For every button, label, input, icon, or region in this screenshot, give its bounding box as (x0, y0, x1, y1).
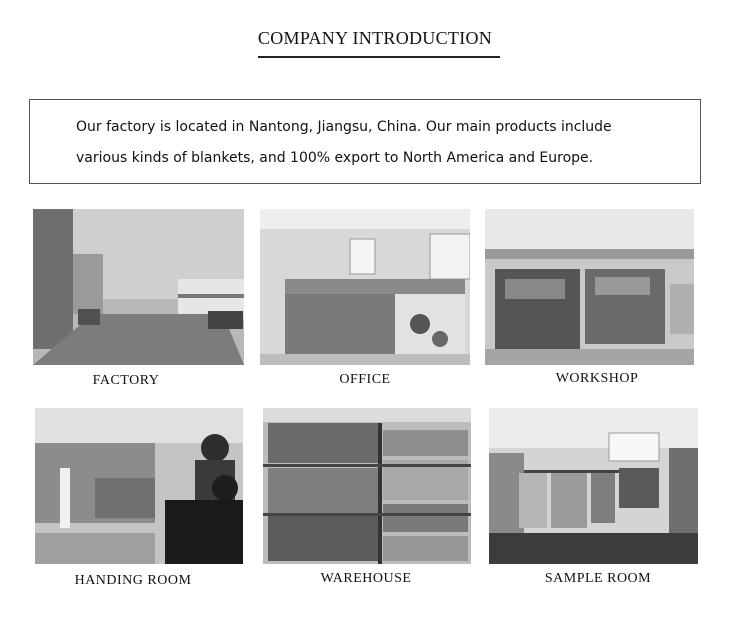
office-photo (260, 209, 470, 365)
caption-sample-room: SAMPLE ROOM (544, 571, 652, 586)
factory-photo (33, 209, 244, 365)
handing-room-photo (35, 408, 243, 564)
caption-office: OFFICE (339, 372, 391, 387)
caption-workshop: WORKSHOP (555, 371, 639, 386)
caption-warehouse: WAREHOUSE (320, 571, 412, 586)
intro-text (76, 112, 686, 174)
title-underline (258, 56, 500, 58)
workshop-photo (485, 209, 694, 365)
caption-factory: FACTORY (92, 373, 160, 388)
intro-line-1: Our factory is located in Nantong, Jiangsu, China. Our main products include (76, 119, 612, 135)
warehouse-photo (263, 408, 471, 564)
sample-room-photo (489, 408, 698, 564)
intro-box (29, 99, 701, 184)
page-title: COMPANY INTRODUCTION (257, 28, 493, 48)
caption-handing-room: HANDING ROOM (74, 573, 192, 588)
intro-line-2: various kinds of blankets, and 100% export to North America and Europe. (76, 150, 594, 166)
